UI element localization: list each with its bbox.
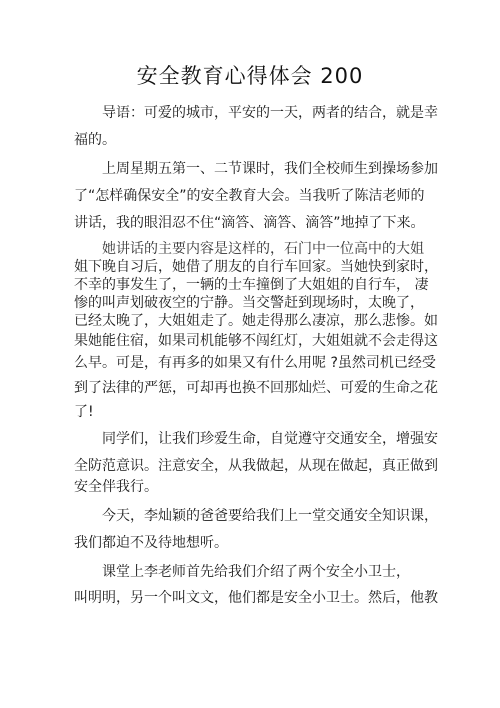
paragraph-line: 讲话，我的眼泪忍不住“滴答、滴答、滴答”地掉了下来。	[74, 215, 425, 231]
paragraph-line: 么早。可是，有再多的如果又有什么用呢 ?虽然司机已经受	[74, 355, 436, 371]
paragraph-line: 惨的叫声划破夜空的宁静。当交警赶到现场时，太晚了，	[74, 295, 424, 311]
paragraph-line: 已经太晚了，大姐姐走了。她走得那么凄凉，那么悲惨。如	[74, 313, 438, 329]
paragraph-line: 福的。	[74, 132, 116, 148]
paragraph-line: 同学们，让我们珍爱生命，自觉遵守交通安全，增强安	[102, 431, 438, 447]
paragraph-line: 课堂上李老师首先给我们介绍了两个安全小卫士，	[102, 564, 410, 580]
paragraph-line: 不幸的事发生了，一辆的士车撞倒了大姐姐的自行车， 凄	[74, 277, 429, 293]
paragraph-line: 姐下晚自习后，她借了朋友的自行车回家。当她快到家时，	[74, 259, 438, 275]
paragraph-line: 了“怎样确保安全”的安全教育大会。当我听了陈洁老师的	[74, 188, 425, 204]
paragraph-line: 今天，李灿颖的爸爸要给我们上一堂交通安全知识课，	[102, 508, 438, 524]
paragraph-line: 上周星期五第一、二节课时，我们全校师生到操场参加	[102, 161, 438, 177]
paragraph-line: 全防范意识。注意安全，从我做起，从现在做起，真正做到	[74, 458, 438, 474]
paragraph-line: 导语：可爱的城市，平安的一天，两者的结合，就是幸	[102, 105, 438, 121]
paragraph-line: 了!	[74, 404, 94, 420]
paragraph-line: 到了法律的严惩，可却再也换不回那灿烂、可爱的生命之花	[74, 380, 438, 396]
paragraph-line: 安全伴我行。	[74, 479, 158, 495]
paragraph-line: 叫明明，另一个叫文文，他们都是安全小卫士。然后，他教	[74, 590, 438, 606]
page-title: 安全教育心得体会 200	[136, 64, 364, 88]
paragraph-line: 我们都迫不及待地想听。	[74, 535, 228, 551]
paragraph-line: 果她能住宿，如果司机能够不闯红灯，大姐姐就不会走得这	[74, 333, 438, 349]
paragraph-line: 她讲话的主要内容是这样的，石门中一位高中的大姐	[102, 241, 424, 257]
